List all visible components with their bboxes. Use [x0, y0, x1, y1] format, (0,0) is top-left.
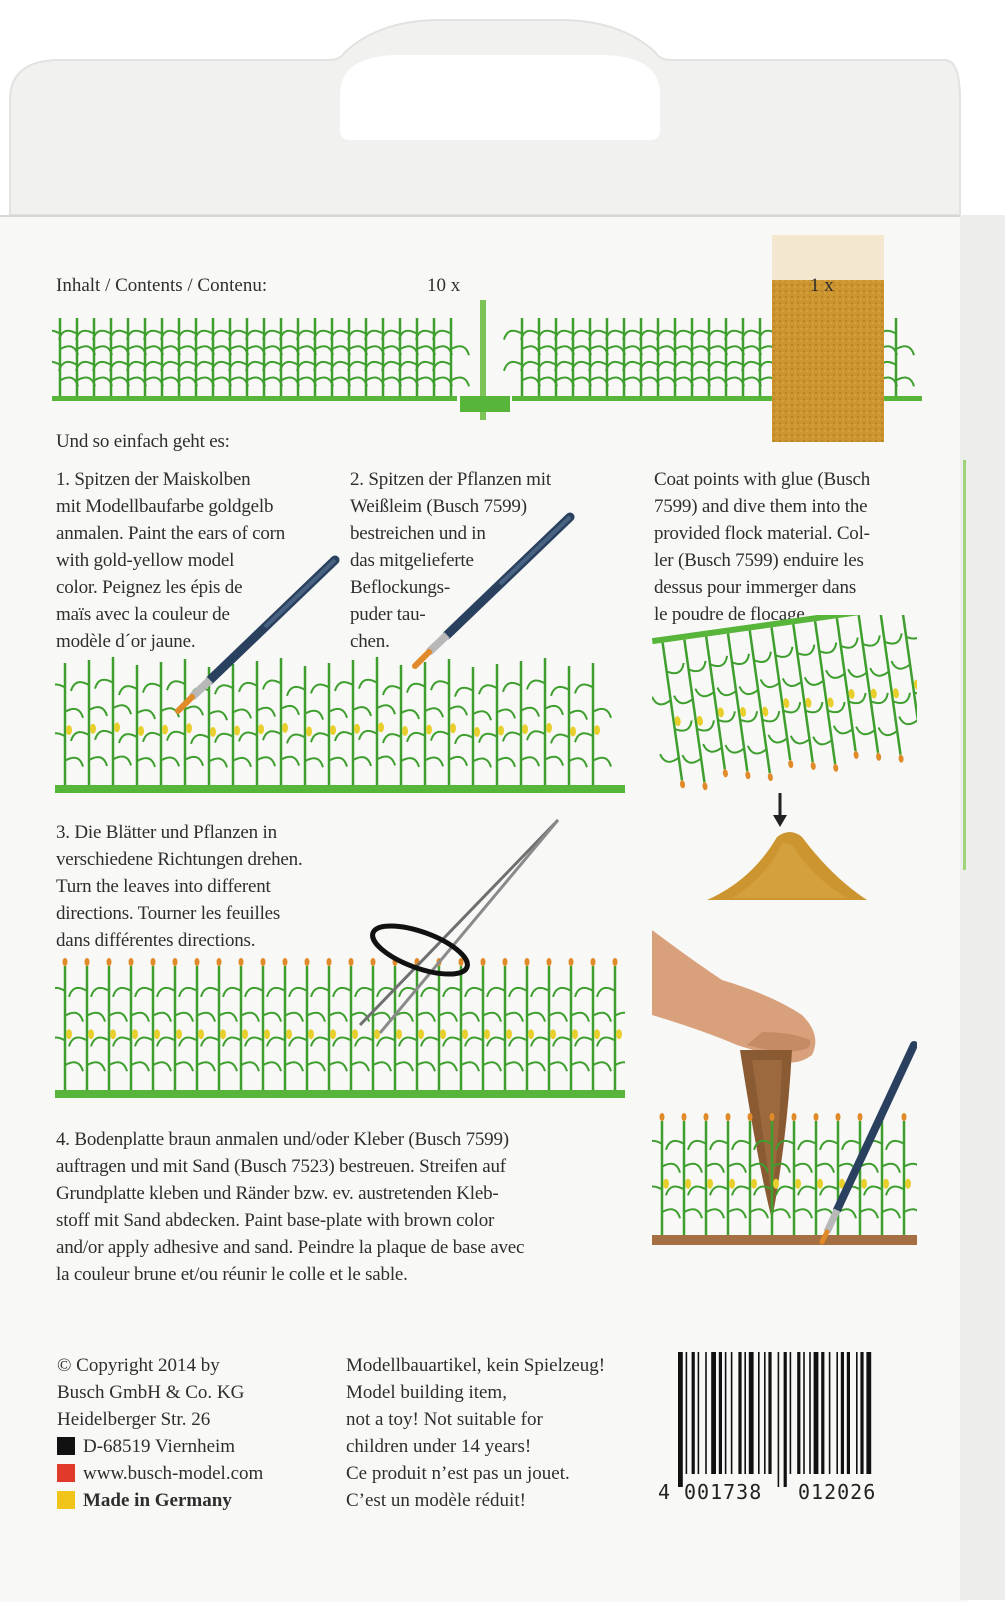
step-2-line: bestreichen und in [350, 523, 486, 544]
tweezers-icon [340, 815, 570, 1045]
step-2b-line: le poudre de flocage. [654, 604, 810, 625]
corn-plant [666, 1113, 702, 1235]
notice-line: Ce produit n’est pas un jouet. [346, 1463, 570, 1484]
notice-line: not a toy! Not suitable for [346, 1409, 543, 1430]
step-4-line: auftragen und mit Sand (Busch 7523) bestreuen. Streifen auf [56, 1156, 506, 1177]
corn-plant-inverted [797, 619, 854, 775]
step-2b-line: provided flock material. Col- [654, 523, 870, 544]
flag-black-square [57, 1437, 75, 1455]
step-2-line: Beflockungs- [350, 577, 450, 598]
step-1-line: modèle d´or jaune. [56, 631, 196, 652]
corn-plant-inverted [732, 628, 789, 784]
flag-red-square [57, 1464, 75, 1482]
corn-plant [708, 318, 744, 396]
made-in-line [57, 1487, 263, 1514]
barcode-left-digits: 001738 [684, 1480, 763, 1504]
corn-plant [195, 318, 231, 396]
corn-plant [521, 318, 557, 396]
sprue-gate [460, 396, 510, 412]
corn-plant [416, 318, 452, 396]
corn-plant [688, 1113, 724, 1235]
company-name: Busch GmbH & Co. KG [57, 1382, 245, 1403]
corn-plant [886, 1113, 917, 1235]
corn-plant [798, 1113, 834, 1235]
step-3-line: 3. Die Blätter und Pflanzen in [56, 822, 277, 843]
step-3-line: directions. Tourner les feuilles [56, 903, 281, 924]
corn-plant [725, 318, 761, 396]
step-1-line: with gold-yellow model [56, 550, 235, 571]
street-address: Heidelberger Str. 26 [57, 1409, 211, 1430]
corn-plant [135, 958, 171, 1090]
corn-plant [201, 958, 237, 1090]
step-1-line: maïs avec la couleur de [56, 604, 230, 625]
corn-plant-inverted [819, 616, 874, 762]
corn-plant [52, 318, 78, 396]
corn-plant [527, 658, 563, 785]
city-text: D-68519 Viernheim [83, 1436, 236, 1457]
step-2-line: das mitgelieferte [350, 550, 474, 571]
corn-plant-inverted [667, 637, 724, 793]
step-2-line: Weißleim (Busch 7599) [350, 496, 527, 517]
corn-plant [657, 318, 693, 396]
corn-plant [433, 318, 469, 396]
flock-count: 1 x [810, 275, 834, 296]
step-2b-line: ler (Busch 7599) enduire les [654, 550, 864, 571]
notice-line: children under 14 years! [346, 1436, 532, 1457]
corn-plant [383, 665, 419, 785]
corn-plant [178, 318, 214, 396]
step-3-text [56, 819, 303, 954]
corn-plant [652, 1113, 680, 1235]
step-1-line: anmalen. Paint the ears of corn [56, 523, 286, 544]
barcode-right-digits: 012026 [798, 1480, 877, 1504]
corn-plant [575, 958, 611, 1090]
barcode-lead-digit: 4 [658, 1480, 671, 1504]
corn-plant [674, 318, 710, 396]
corn-plant [246, 318, 282, 396]
corn-plant [431, 659, 467, 785]
corn-plant-inverted [776, 622, 832, 773]
corn-plant [127, 318, 163, 396]
corn-plant [399, 318, 435, 396]
corn-plant-inverted [841, 615, 897, 763]
flock-dipping-illustration [652, 615, 917, 905]
notice-line: Model building item, [346, 1382, 507, 1403]
corn-plant [538, 318, 574, 396]
website-link[interactable]: www.busch-model.com [83, 1463, 264, 1484]
corn-plant [407, 662, 443, 785]
intro-heading: Und so einfach geht es: [56, 431, 230, 452]
step-3-line: Turn the leaves into different [56, 876, 271, 897]
step-1-line: color. Peignez les épis de [56, 577, 243, 598]
step-2b-line: Coat points with glue (Busch [654, 469, 871, 490]
step-4-line: and/or apply adhesive and sand. Peindre la plaque de base avec [56, 1237, 525, 1258]
corn-plant [365, 318, 401, 396]
corn-plant [119, 665, 155, 785]
step-1-line: mit Modellbaufarbe goldgelb [56, 496, 274, 517]
copyright-block [57, 1352, 263, 1514]
corn-plant [359, 657, 395, 785]
corn-plant-inverted [754, 625, 809, 771]
corn-plant [161, 318, 197, 396]
corn-plant-inverted [652, 640, 701, 791]
corn-plant [179, 958, 215, 1090]
corn-plant [331, 318, 367, 396]
corn-plant [289, 958, 325, 1090]
notice-line: Modellbauartikel, kein Spielzeug! [346, 1355, 606, 1376]
notice-line: C’est un modèle réduit! [346, 1490, 526, 1511]
corn-plant [572, 318, 608, 396]
corn-plant [691, 318, 727, 396]
barcode-bars [658, 1352, 908, 1487]
package-side-edge [960, 215, 1005, 1600]
corn-plant [59, 318, 95, 396]
corn-plant [504, 318, 540, 396]
step-4-line: 4. Bodenplatte braun anmalen und/oder Kleber (Busch 7599) [56, 1129, 509, 1150]
city-line [57, 1433, 263, 1460]
step-1-line: 1. Spitzen der Maiskolben [56, 469, 251, 490]
barcode [658, 1352, 908, 1512]
corn-plant [575, 663, 611, 785]
step-4-line: la couleur brune et/ou réunir le colle et le sable. [56, 1264, 408, 1285]
corn-plant [223, 958, 259, 1090]
corn-plant [93, 318, 129, 396]
step-2-line: puder tau- [350, 604, 426, 625]
corn-plant [245, 958, 281, 1090]
corn-plant [144, 318, 180, 396]
corn-plant [555, 318, 591, 396]
website-line [57, 1460, 263, 1487]
step-2b-line: dessus pour immerger dans [654, 577, 857, 598]
paint-brush-icon [170, 555, 340, 715]
corn-plant [479, 664, 515, 785]
flock-bag [772, 235, 887, 445]
corn-plant-inverted [688, 634, 743, 780]
corn-plant [589, 318, 625, 396]
made-in-germany: Made in Germany [83, 1490, 232, 1511]
paint-brush-2-icon [405, 512, 575, 672]
step-2-english-french-text [654, 466, 870, 628]
corn-plant [55, 958, 83, 1090]
contents-label: Inhalt / Contents / Contenu: [56, 275, 268, 296]
sand-sprinkling-illustration [652, 920, 917, 1250]
flag-gold-square [57, 1491, 75, 1509]
step-2b-line: 7599) and dive them into the [654, 496, 868, 517]
side-green-line [963, 460, 966, 870]
corn-plant [91, 958, 127, 1090]
corn-plant [263, 318, 299, 396]
sprue-count: 10 x [427, 275, 461, 296]
hang-tab [0, 0, 1005, 240]
corn-plant [95, 657, 131, 785]
step-4-line: Grundplatte kleben und Ränder bzw. ev. austretenden Kleb- [56, 1183, 499, 1204]
corn-plant [640, 318, 676, 396]
corn-plant [69, 958, 105, 1090]
corn-plant [623, 318, 659, 396]
step-4-line: stoff mit Sand abdecken. Paint base-plate with brown color [56, 1210, 495, 1231]
step-3-line: verschiedene Richtungen drehen. [56, 849, 303, 870]
corn-plant [157, 958, 193, 1090]
step-4-text [56, 1126, 524, 1288]
safety-notice [346, 1352, 605, 1514]
corn-plant [76, 318, 112, 396]
step-3-line: dans différentes directions. [56, 930, 256, 951]
corn-plant [606, 318, 642, 396]
copyright-line: © Copyright 2014 by [57, 1355, 220, 1376]
corn-plant [71, 660, 107, 785]
corn-plant [113, 958, 149, 1090]
step-2-line: 2. Spitzen der Pflanzen mit [350, 469, 551, 490]
corn-plant [348, 318, 384, 396]
corn-plant [382, 318, 418, 396]
corn-plant [335, 660, 371, 785]
corn-plant [503, 661, 539, 785]
corn-plant [314, 318, 350, 396]
corn-plant [267, 958, 303, 1090]
corn-plant-inverted [710, 631, 766, 782]
corn-plant [229, 318, 265, 396]
corn-plant [297, 318, 333, 396]
corn-plant [280, 318, 316, 396]
step-2-line: chen. [350, 631, 390, 652]
corn-plant [710, 1113, 746, 1235]
sprue-left [52, 318, 469, 401]
corn-plant [110, 318, 146, 396]
corn-plant [212, 318, 248, 396]
